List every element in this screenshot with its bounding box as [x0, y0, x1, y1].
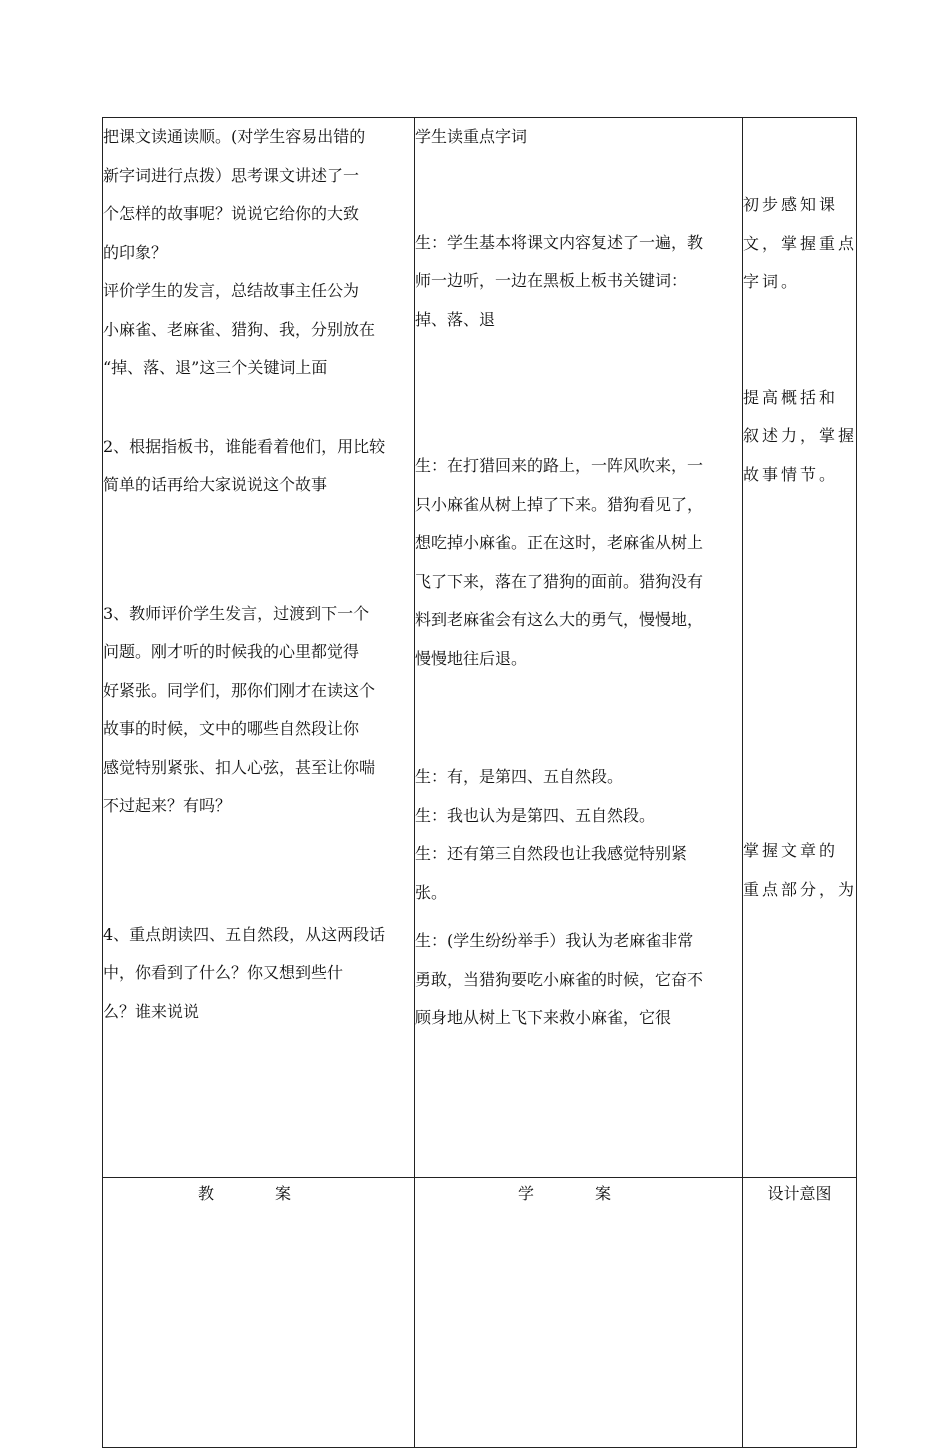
text-line: 小麻雀、老麻雀、猎狗、我，分别放在 — [103, 319, 376, 339]
text-line: 生：(学生纷纷举手）我认为老麻雀非常 — [415, 931, 694, 950]
text-line: “掉、落、退”这三个关键词上面 — [103, 358, 328, 377]
text-block — [415, 224, 742, 340]
text-line: 顾身地从树上飞下来救小麻雀，它很 — [415, 1008, 672, 1027]
text-line: 叙述力，掌握 — [743, 426, 858, 445]
next-page-header-table — [102, 1177, 857, 1206]
text-line: 把课文读通读顺。(对学生容易出错的 — [103, 127, 366, 146]
learning-plan-content — [415, 118, 742, 1038]
text-block — [415, 447, 742, 678]
header-label: 设计意图 — [767, 1183, 832, 1203]
teaching-plan-cell — [103, 118, 415, 1448]
text-block — [743, 379, 856, 495]
text-line: 勇敢，当猎狗要吃小麻雀的时候，它奋不 — [415, 969, 704, 989]
text-block — [415, 118, 742, 157]
header-label: 学 案 — [517, 1183, 640, 1203]
text-line: 生：在打猎回来的路上，一阵风吹来，一 — [415, 456, 704, 475]
text-block — [415, 758, 742, 912]
text-line: 评价学生的发言，总结故事主任公为 — [103, 281, 360, 300]
text-line: 故事的时候，文中的哪些自然段让你 — [103, 719, 360, 738]
text-line: 字词。 — [743, 272, 801, 291]
text-line: 想吃掉小麻雀。正在这时，老麻雀从树上 — [415, 533, 704, 552]
text-line: 问题。刚才听的时候我的心里都觉得 — [103, 642, 360, 661]
lesson-plan-table — [102, 117, 857, 1448]
text-line: 4、重点朗读四、五自然段，从这两段话 — [103, 924, 386, 944]
text-line: 不过起来？有吗？ — [103, 796, 232, 815]
text-block — [743, 186, 856, 302]
text-line: 只小麻雀从树上掉了下来。猎狗看见了， — [415, 494, 704, 514]
text-line: 提高概括和 — [743, 387, 839, 407]
design-intent-content — [743, 118, 856, 909]
text-line: 生：还有第三自然段也让我感觉特别紧 — [415, 844, 688, 863]
text-line: 感觉特别紧张、扣人心弦，甚至让你喘 — [103, 757, 376, 777]
text-line: 2、根据指板书，谁能看着他们，用比较 — [103, 436, 386, 456]
text-block — [103, 595, 414, 826]
text-line: 生：学生基本将课文内容复述了一遍，教 — [415, 232, 704, 252]
teaching-plan-content — [103, 118, 414, 1445]
header-label: 教 案 — [197, 1183, 320, 1203]
header-design-intent — [743, 1178, 857, 1207]
text-line: 师一边听，一边在黑板上板书关键词： — [415, 271, 688, 290]
header-teaching-plan — [103, 1178, 415, 1207]
text-line: 学生读重点字词 — [415, 127, 528, 146]
text-line: 3、教师评价学生发言，过渡到下一个 — [103, 603, 370, 623]
text-line: 文，掌握重点 — [743, 233, 858, 253]
text-line: 简单的话再给大家说说这个故事 — [103, 475, 328, 494]
text-line: 好紧张。同学们，那你们刚才在读这个 — [103, 680, 376, 700]
text-line: 么？谁来说说 — [103, 1001, 200, 1021]
text-line: 慢慢地往后退。 — [415, 648, 528, 668]
text-line: 故事情节。 — [743, 464, 839, 484]
design-intent-cell — [743, 118, 857, 1448]
text-line: 新字词进行点拨）思考课文讲述了一 — [103, 165, 360, 185]
text-line: 料到老麻雀会有这么大的勇气，慢慢地， — [415, 610, 704, 629]
learning-plan-cell — [415, 118, 743, 1448]
text-block — [415, 922, 742, 1038]
header-learning-plan — [415, 1178, 743, 1207]
text-line: 的印象？ — [103, 242, 168, 262]
text-line: 掌握文章的 — [743, 841, 839, 860]
table-row — [103, 118, 857, 1448]
text-line: 张。 — [415, 882, 448, 902]
text-line: 重点部分，为 — [743, 879, 858, 899]
table-row — [103, 1178, 857, 1207]
text-line: 初步感知课 — [743, 195, 839, 214]
text-block — [103, 118, 414, 388]
text-line: 飞了下来，落在了猎狗的面前。猎狗没有 — [415, 571, 704, 591]
text-line: 生：我也认为是第四、五自然段。 — [415, 805, 656, 825]
text-block — [743, 832, 856, 909]
text-block — [103, 916, 414, 1032]
text-line: 个怎样的故事呢？说说它给你的大致 — [103, 204, 360, 223]
text-line: 掉、落、退 — [415, 309, 496, 329]
text-line: 中，你看到了什么？你又想到些什 — [103, 963, 344, 982]
text-line: 生：有，是第四、五自然段。 — [415, 767, 624, 786]
text-block — [103, 428, 414, 505]
